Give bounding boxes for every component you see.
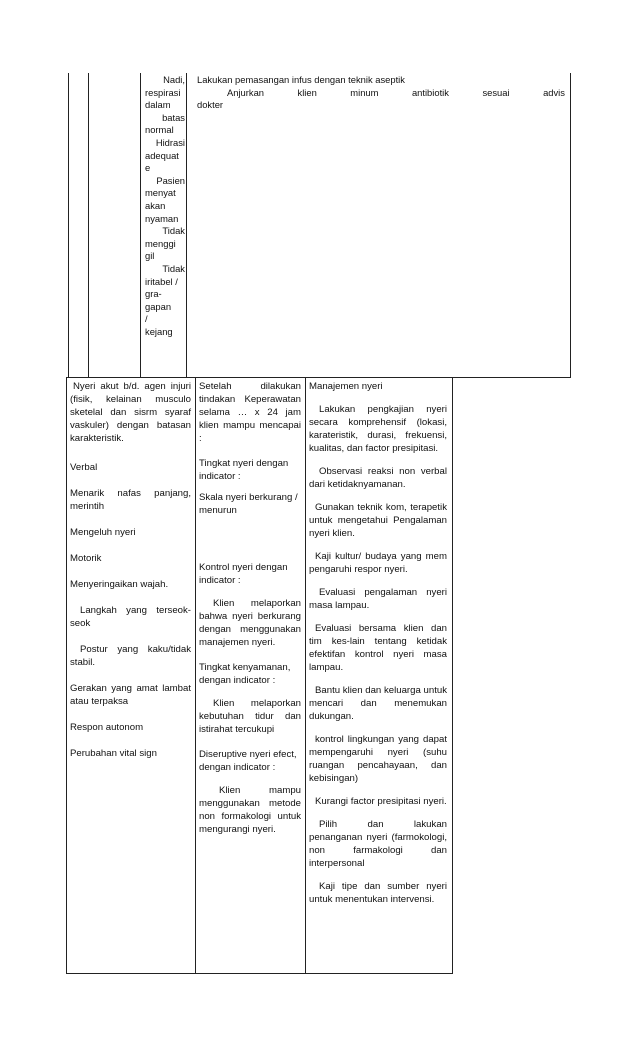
outcome-line: iritabel / bbox=[145, 275, 178, 287]
word: antibiotik bbox=[411, 86, 449, 98]
diagnosis-title: Nyeri akut b/d. agen injuri (fisik, kelainan musculo sketelal dan sisrm syaraf vaskuler) dengan batasan karakteristik. bbox=[70, 381, 191, 444]
outcome-line: nyaman bbox=[145, 212, 179, 224]
diagnosis-v1: Menarik nafas panjang, merintih bbox=[70, 488, 191, 512]
interventions-i4: Kaji kultur/ budaya yang mem pengaruhi respor nyeri. bbox=[309, 551, 447, 575]
diagnosis-vs: Perubahan vital sign bbox=[70, 748, 157, 759]
interventions-i10: Pilih dan lakukan penanganan nyeri (farmokologi, non farmakologi dan interpersonal bbox=[309, 819, 447, 869]
intervention-antibiotik bbox=[197, 87, 565, 100]
bottom-top-border bbox=[66, 377, 453, 378]
top-col-divider-2 bbox=[140, 73, 141, 378]
interventions-i6: Evaluasi bersama klien dan tim kes-lain tentang ketidak efektifan kontrol nyeri masa lampau. bbox=[309, 623, 447, 673]
diagnosis-ra: Respon autonom bbox=[70, 722, 144, 733]
diagnosis-verbal: Verbal bbox=[70, 462, 98, 473]
goals-cell bbox=[199, 380, 301, 844]
word: minum bbox=[350, 86, 379, 98]
outcome-line: menggi bbox=[145, 237, 176, 249]
goals-g2a: Klien melaporkan bahwa nyeri berkurang dengan menggunakan manajemen nyeri. bbox=[199, 598, 301, 648]
word: advis bbox=[543, 86, 565, 98]
goals-g1a: Skala nyeri berkurang / menurun bbox=[199, 492, 298, 516]
bottom-right-border bbox=[452, 377, 453, 974]
diagnosis-m4: Gerakan yang amat lambat atau terpaksa bbox=[70, 683, 191, 707]
outcome-line: batas bbox=[162, 111, 185, 123]
outcome-line: akan bbox=[145, 199, 166, 211]
outcome-line: / bbox=[145, 313, 148, 325]
interventions-i3: Gunakan teknik kom, terapetik untuk mengetahui Pengalaman nyeri klien. bbox=[309, 502, 447, 539]
outcome-line: Tidak bbox=[162, 225, 185, 237]
goals-g2: Kontrol nyeri dengan indicator : bbox=[199, 562, 288, 586]
interventions-i5: Evaluasi pengalaman nyeri masa lampau. bbox=[309, 587, 447, 611]
goals-intro: Setelah dilakukan tindakan Keperawatan selama … x 24 jam klien mampu mencapai : bbox=[199, 381, 301, 444]
top-outcome-cell bbox=[145, 74, 185, 338]
outcome-line: normal bbox=[145, 124, 174, 136]
word: sesuai bbox=[482, 86, 510, 98]
interventions-i1: Lakukan pengkajian nyeri secara komprehensif (lokasi, karateristik, durasi, frekuensi, kualitas, dan factor presipitasi. bbox=[309, 404, 447, 454]
interventions-i9: Kurangi factor presipitasi nyeri. bbox=[315, 796, 447, 807]
diagnosis-cell bbox=[70, 380, 191, 768]
diagnosis-m3: Postur yang kaku/tidak stabil. bbox=[70, 644, 191, 668]
goals-g3: Tingkat kenyamanan, dengan indicator : bbox=[199, 662, 291, 686]
intervention-infus: Lakukan pemasangan infus dengan teknik aseptik bbox=[197, 74, 405, 85]
top-right-border bbox=[570, 73, 571, 378]
outcome-line: Hidrasi bbox=[155, 136, 185, 148]
outcome-line: menyat bbox=[145, 187, 176, 199]
bottom-bottom-border bbox=[66, 973, 453, 974]
bottom-col-divider-2 bbox=[305, 377, 306, 974]
top-col-divider-1 bbox=[88, 73, 89, 378]
top-col-divider-3 bbox=[186, 73, 187, 378]
outcome-line: Tidak bbox=[162, 262, 185, 274]
outcome-line: gil bbox=[145, 250, 155, 262]
outcome-line: adequat bbox=[145, 149, 179, 161]
interventions-i2: Observasi reaksi non verbal dari ketidaknyamanan. bbox=[309, 466, 447, 490]
diagnosis-m1: Menyeringaikan wajah. bbox=[70, 579, 169, 590]
goals-g1: Tingkat nyeri dengan indicator : bbox=[199, 458, 289, 482]
interventions-i8: kontrol lingkungan yang dapat mempengaruhi nyeri (suhu ruangan pencahayaan, dan kebisingan) bbox=[309, 734, 447, 784]
interventions-title: Manajemen nyeri bbox=[309, 381, 383, 392]
word: Anjurkan bbox=[227, 86, 265, 98]
outcome-line: kejang bbox=[145, 325, 173, 337]
top-intervention-cell bbox=[197, 74, 565, 112]
bottom-col-divider-1 bbox=[195, 377, 196, 974]
goals-g4a: Klien mampu menggunakan metode non formakologi untuk mengurangi nyeri. bbox=[199, 785, 301, 835]
interventions-cell bbox=[309, 380, 447, 914]
interventions-i11: Kaji tipe dan sumber nyeri untuk menentukan intervensi. bbox=[309, 881, 447, 905]
outcome-line: e bbox=[145, 162, 151, 174]
outcome-line: Nadi, bbox=[163, 74, 185, 85]
outcome-line: gapan bbox=[145, 300, 172, 312]
goals-g4: Diseruptive nyeri efect, dengan indicator : bbox=[199, 749, 297, 773]
interventions-i7: Bantu klien dan keluarga untuk mencari dan menemukan dukungan. bbox=[309, 685, 447, 722]
outcome-line: Pasien bbox=[156, 174, 185, 186]
word: klien bbox=[297, 86, 317, 98]
outcome-line: respirasi bbox=[145, 86, 181, 98]
top-left-border bbox=[68, 73, 69, 378]
bottom-left-border bbox=[66, 377, 67, 974]
outcome-line: gra- bbox=[145, 288, 162, 300]
diagnosis-m2: Langkah yang terseok-seok bbox=[70, 605, 191, 629]
intervention-antibiotik-tail: dokter bbox=[197, 99, 224, 111]
outcome-line: dalam bbox=[145, 99, 171, 111]
goals-g3a: Klien melaporkan kebutuhan tidur dan istirahat tercukupi bbox=[199, 698, 301, 735]
diagnosis-v2: Mengeluh nyeri bbox=[70, 527, 136, 538]
diagnosis-motorik: Motorik bbox=[70, 553, 102, 564]
